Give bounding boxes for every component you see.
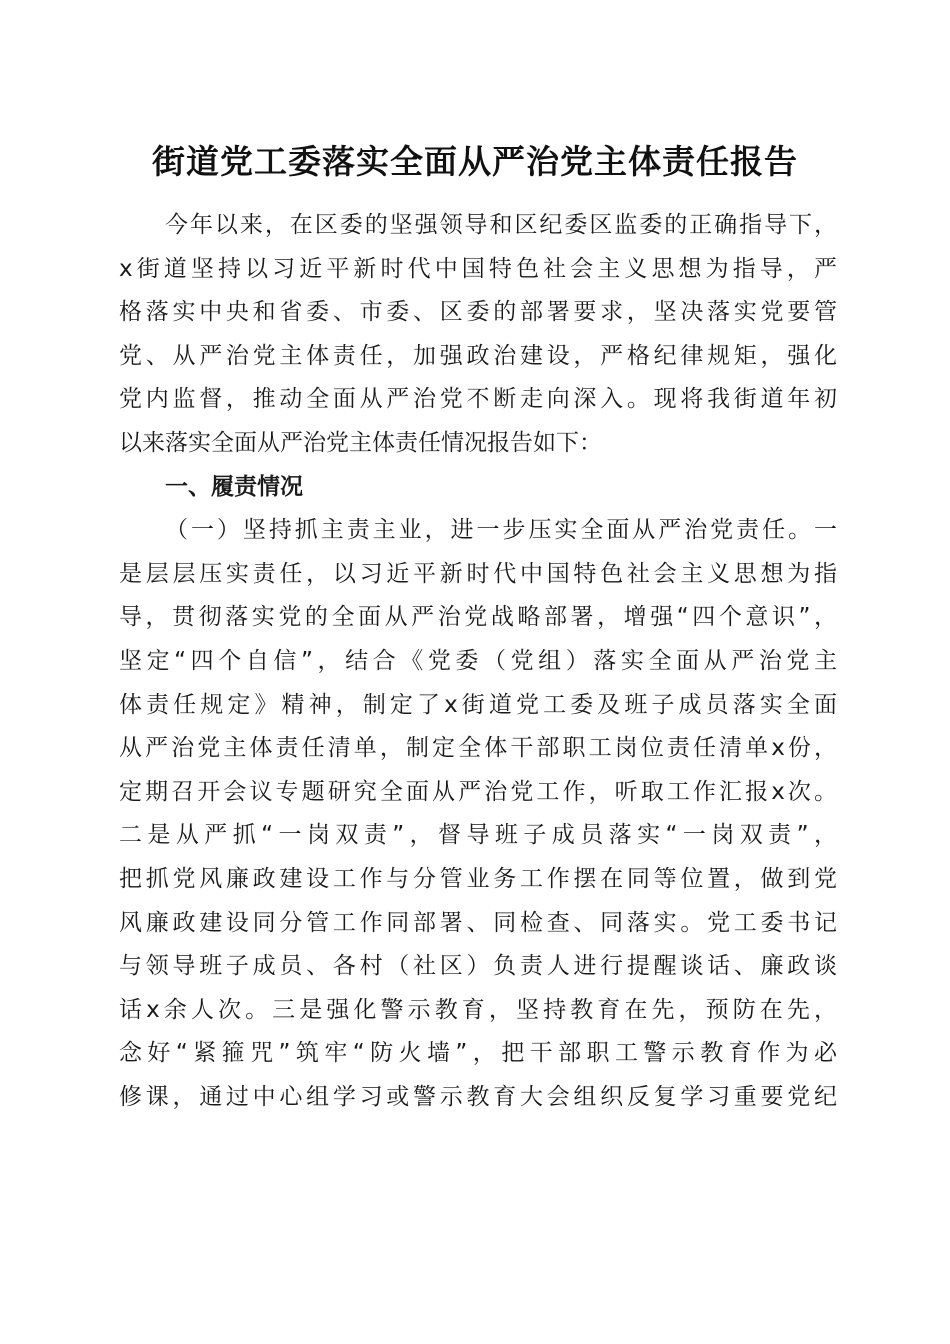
paragraph-line: 导，贯彻落实党的全面从严治党战略部署，增强“四个意识”， bbox=[119, 604, 837, 631]
paragraph-line: 与领导班子成员、各村（社区）负责人进行提醒谈话、廉政谈 bbox=[119, 953, 837, 980]
paragraph-line: 风廉政建设同分管工作同部署、同检查、同落实。党工委书记 bbox=[119, 909, 837, 936]
intro-paragraph bbox=[119, 204, 837, 466]
document-title: 街道党工委落实全面从严治党主体责任报告 bbox=[152, 142, 798, 181]
section-heading: 一、履责情况 bbox=[165, 473, 303, 500]
paragraph-line: 话x余人次。三是强化警示教育，坚持教育在先，预防在先， bbox=[119, 996, 837, 1023]
paragraph-line: （一）坚持抓主责主业，进一步压实全面从严治党责任。一 bbox=[165, 517, 837, 544]
paragraph-line: 从严治党主体责任清单，制定全体干部职工岗位责任清单x份， bbox=[119, 735, 837, 762]
paragraph-line: 以来落实全面从严治党主体责任情况报告如下： bbox=[119, 429, 602, 456]
document-body bbox=[119, 204, 837, 1119]
paragraph-line: 党、从严治党主体责任，加强政治建设，严格纪律规矩，强化 bbox=[119, 342, 837, 369]
paragraph-line: 定期召开会议专题研究全面从严治党工作，听取工作汇报x次。 bbox=[119, 778, 837, 805]
paragraph-line: 党内监督，推动全面从严治党不断走向深入。现将我街道年初 bbox=[119, 386, 837, 413]
paragraph-line: 念好“紧箍咒”筑牢“防火墙”，把干部职工警示教育作为必 bbox=[119, 1040, 837, 1067]
paragraph-line: 今年以来，在区委的坚强领导和区纪委区监委的正确指导下， bbox=[165, 212, 837, 238]
paragraph-line: 是层层压实责任，以习近平新时代中国特色社会主义思想为指 bbox=[119, 560, 837, 587]
paragraph-line: x街道坚持以习近平新时代中国特色社会主义思想为指导，严 bbox=[119, 255, 837, 282]
paragraph-line: 坚定“四个自信”，结合《党委（党组）落实全面从严治党主 bbox=[119, 647, 837, 674]
paragraph-line: 体责任规定》精神，制定了x街道党工委及班子成员落实全面 bbox=[119, 691, 837, 718]
paragraph-line: 格落实中央和省委、市委、区委的部署要求，坚决落实党要管 bbox=[119, 299, 837, 326]
section-paragraph bbox=[119, 509, 837, 1119]
paragraph-line: 把抓党风廉政建设工作与分管业务工作摆在同等位置，做到党 bbox=[119, 865, 837, 892]
paragraph-line: 二是从严抓“一岗双责”，督导班子成员落实“一岗双责”， bbox=[119, 822, 837, 849]
paragraph-line: 修课，通过中心组学习或警示教育大会组织反复学习重要党纪 bbox=[119, 1083, 837, 1110]
